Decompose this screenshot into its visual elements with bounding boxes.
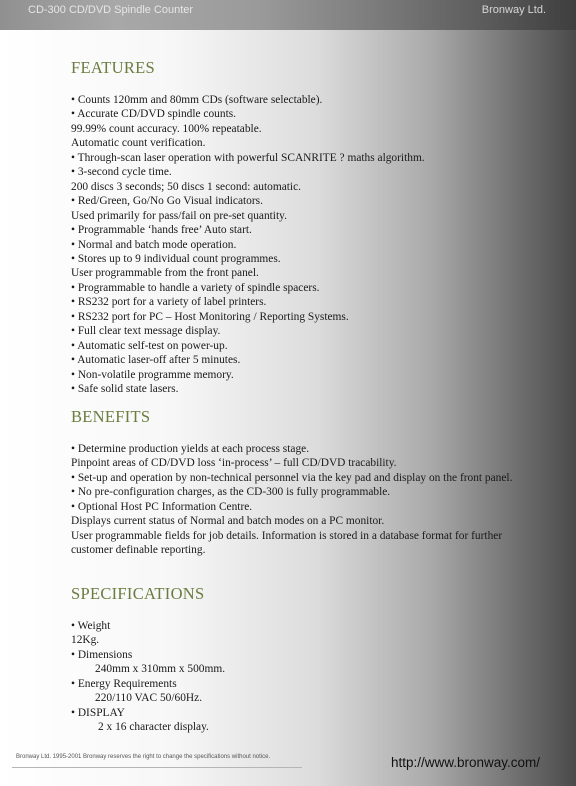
benefits-line: • Determine production yields at each process stage. [71,443,310,455]
benefits-section [71,407,539,558]
features-line: • RS232 port for PC – Host Monitoring / Reporting Systems. [71,310,349,323]
spec-weight-value: 12Kg. [71,634,100,647]
features-line: • Programmable to handle a variety of spindle spacers. [71,281,320,294]
benefits-line: • No pre-configuration charges, as the CD-300 is fully programmable. [71,486,391,499]
benefits-line: Displays current status of Normal and batch modes on a PC monitor. [71,515,385,528]
features-line: • Safe solid state lasers. [71,383,179,396]
spec-energy-label: • Energy Requirements [71,677,177,690]
features-list [71,93,425,397]
features-line: • Full clear text message display. [71,325,221,338]
features-line: • Red/Green, Go/No Go Visual indicators. [71,195,263,208]
benefits-line: User programmable fields for job details. Information is stored in a database format for further customer definable reporting. [71,529,503,557]
header-bar [0,0,576,30]
benefits-heading: BENEFITS [71,407,151,426]
features-line: • RS232 port for a variety of label printers. [71,296,267,309]
features-line: 99.99% count accuracy. 100% repeatable. [71,122,262,135]
features-line: • Stores up to 9 individual count programmes. [71,252,281,265]
features-line: • Automatic self-test on power-up. [71,339,228,352]
benefits-line: • Optional Host PC Information Centre. [71,500,253,513]
benefits-list [71,442,539,558]
spec-energy-value: 220/110 VAC 50/60Hz. [95,692,203,705]
features-line: • Programmable ‘hands free’ Auto start. [71,224,252,237]
spec-weight-label: • Weight [71,620,111,632]
features-line: • Normal and batch mode operation. [71,238,237,251]
features-line: • Automatic laser-off after 5 minutes. [71,354,241,367]
features-line: • Non-volatile programme memory. [71,368,234,381]
features-line: • 3-second cycle time. [71,166,172,179]
header-product-title: CD-300 CD/DVD Spindle Counter [28,4,194,16]
features-line: 200 discs 3 seconds; 50 discs 1 second: automatic. [71,180,301,193]
spec-display-label: • DISPLAY [71,706,125,719]
features-line: Used primarily for pass/fail on pre-set quantity. [71,209,287,222]
features-line: • Through-scan laser operation with powerful SCANRITE ? maths algorithm. [71,151,425,164]
specifications-section [71,584,225,735]
features-section [71,58,425,397]
header-company-name: Bronway Ltd. [481,4,546,16]
benefits-line: • Set-up and operation by non-technical personnel via the key pad and display on the front panel. [71,471,513,484]
specifications-heading: SPECIFICATIONS [71,584,205,603]
features-heading: FEATURES [71,58,155,77]
features-line: User programmable from the front panel. [71,267,259,280]
footer-divider [12,767,302,768]
footer-website-link[interactable]: http://www.bronway.com/ [391,755,541,770]
features-line: Automatic count verification. [71,137,206,150]
features-line: • Accurate CD/DVD spindle counts. [71,108,237,121]
spec-display-value: 2 x 16 character display. [98,721,209,734]
benefits-line: Pinpoint areas of CD/DVD loss ‘in-process’ – full CD/DVD tracability. [71,457,397,470]
spec-dimensions-value: 240mm x 310mm x 500mm. [95,663,226,676]
features-line: • Counts 120mm and 80mm CDs (software selectable). [71,94,323,106]
specifications-list [71,619,225,735]
spec-dimensions-label: • Dimensions [71,648,133,661]
footer-copyright-note: Bronway Ltd. 1995-2001 Bronway reserves the right to change the specifications without notice. [16,754,271,760]
